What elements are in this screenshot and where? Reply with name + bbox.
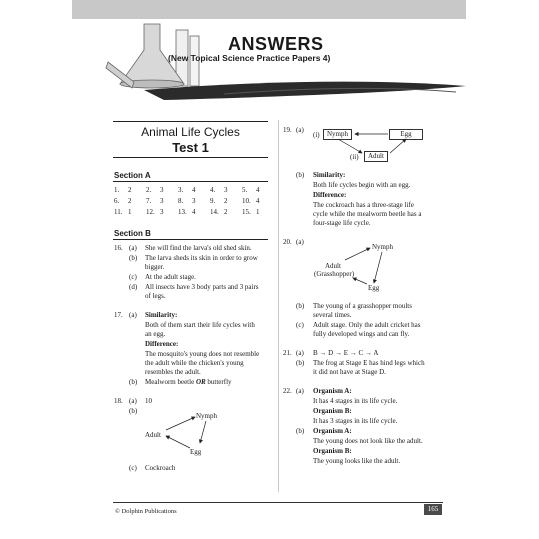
q19-b-label: (b)	[296, 171, 305, 179]
mcq-row	[114, 206, 274, 217]
q18-life-cycle-arrows	[140, 405, 220, 460]
topic-title: Animal Life Cycles	[141, 125, 240, 139]
q22-b-organism-b-heading: Organism B:	[313, 447, 352, 455]
q22-organism-b-text: It has 3 stages in its life cycle.	[313, 417, 398, 425]
q19-difference-text1: The cockroach has a three-stage life	[313, 201, 414, 209]
section-a-rule	[113, 181, 268, 182]
arrow-icon: →	[334, 349, 342, 357]
title-rule-top	[113, 121, 268, 122]
q19-i-label: (i)	[313, 131, 320, 139]
q21-a-label: (a)	[296, 349, 304, 357]
q19-number: 19.	[283, 126, 292, 134]
q20-number: 20.	[283, 238, 292, 246]
q16-d-label: (d)	[129, 283, 138, 291]
section-b-heading: Section B	[114, 229, 151, 238]
q18-b-label: (b)	[129, 407, 138, 415]
arrow-icon: →	[364, 349, 372, 357]
q22-organism-a-text: It has 4 stages in its life cycle.	[313, 397, 398, 405]
q17-similarity-text1: Both of them start their life cycles with	[145, 321, 255, 329]
q16-a-label: (a)	[129, 244, 137, 252]
q20-adult-label: Adult	[325, 262, 341, 270]
mcq-answer: 3	[224, 185, 228, 194]
mcq-question-number: 12.	[146, 207, 155, 216]
q22-b-organism-a-heading: Organism A:	[313, 427, 352, 435]
mcq-answer: 3	[192, 196, 196, 205]
mcq-question-number: 3.	[178, 185, 184, 194]
footer-rule	[113, 502, 443, 503]
q19-difference-text3: four-stage life cycle.	[313, 219, 371, 227]
mcq-question-number: 4.	[210, 185, 216, 194]
q19-difference-text2: cycle while the mealworm beetle has a	[313, 210, 422, 218]
q17-similarity-heading: Similarity:	[145, 311, 178, 319]
test-title: Test 1	[172, 140, 209, 155]
topic-heading	[113, 124, 268, 156]
q16-b-text1: The larva sheds its skin in order to grow	[145, 254, 258, 262]
mcq-answer: 4	[256, 196, 260, 205]
q19-egg-box: Egg	[389, 129, 423, 140]
q19-ii-label: (ii)	[350, 153, 359, 161]
q18-c-label: (c)	[129, 464, 137, 472]
arrow-icon: →	[319, 349, 327, 357]
section-a-heading: Section A	[114, 171, 151, 180]
q19-nymph-box: Nymph	[323, 129, 352, 140]
mcq-answer: 3	[160, 207, 164, 216]
q22-number: 22.	[283, 387, 292, 395]
mcq-answer: 3	[160, 185, 164, 194]
q22-b-organism-a-text: The young does not look like the adult.	[313, 437, 423, 445]
mcq-answer: 2	[224, 196, 228, 205]
q18-number: 18.	[114, 397, 123, 405]
q18-nymph-label: Nymph	[196, 412, 217, 420]
q22-b-organism-b-text: The young looks like the adult.	[313, 457, 401, 465]
q17-b-answer: Mealworm beetle OR butterfly	[145, 378, 232, 386]
title-rule-bottom	[113, 157, 268, 158]
q18-a-answer: 10	[145, 397, 152, 405]
q22-a-label: (a)	[296, 387, 304, 395]
q21-number: 21.	[283, 349, 292, 357]
answers-title: ANSWERS	[228, 34, 324, 54]
q17-a-label: (a)	[129, 311, 137, 319]
q18-egg-label: Egg	[190, 448, 202, 456]
q16-number: 16.	[114, 244, 123, 252]
q21-b-text1: The frog at Stage E has hind legs which	[313, 359, 425, 367]
column-divider	[278, 120, 279, 492]
q22-organism-a-heading: Organism A:	[313, 387, 352, 395]
q17-difference-text2: the adult while the chicken's young	[145, 359, 244, 367]
mcq-question-number: 13.	[178, 207, 187, 216]
mcq-question-number: 9.	[210, 196, 216, 205]
q17-difference-text3: resembles the adult.	[145, 368, 201, 376]
q21-b-text2: it did not have at Stage D.	[313, 368, 386, 376]
mcq-answer: 3	[160, 196, 164, 205]
q20-b-label: (b)	[296, 302, 305, 310]
stage-b: B	[313, 349, 318, 357]
q21-b-label: (b)	[296, 359, 305, 367]
arrow-icon: →	[349, 349, 357, 357]
q17-number: 17.	[114, 311, 123, 319]
mcq-answer: 2	[128, 185, 132, 194]
q19-similarity-text: Both life cycles begin with an egg.	[313, 181, 411, 189]
stage-c: C	[358, 349, 364, 357]
q20-a-label: (a)	[296, 238, 304, 246]
q19-a-label: (a)	[296, 126, 304, 134]
mcq-answer-grid	[114, 184, 274, 217]
mcq-answer: 4	[256, 185, 260, 194]
q19-life-cycle-arrows	[320, 125, 430, 165]
mcq-question-number: 8.	[178, 196, 184, 205]
q17-b-label: (b)	[129, 378, 138, 386]
stage-a: A	[373, 349, 379, 357]
q22-organism-b-heading: Organism B:	[313, 407, 352, 415]
q19-difference-heading: Difference:	[313, 191, 347, 199]
mcq-question-number: 7.	[146, 196, 152, 205]
mcq-answer: 4	[192, 207, 196, 216]
stage-d: D	[328, 349, 334, 357]
q16-b-text2: bigger.	[145, 263, 165, 271]
q18-a-label: (a)	[129, 397, 137, 405]
mcq-question-number: 1.	[114, 185, 120, 194]
mcq-answer: 1	[256, 207, 260, 216]
mcq-question-number: 6.	[114, 196, 120, 205]
mcq-question-number: 5.	[242, 185, 248, 194]
page-number: 165	[424, 504, 442, 515]
book-subtitle: (New Topical Science Practice Papers 4)	[168, 53, 331, 63]
q20-grasshopper-label: (Grasshopper)	[314, 270, 355, 278]
section-b-rule	[113, 239, 268, 240]
q21-sequence	[313, 349, 378, 358]
mcq-answer: 4	[192, 185, 196, 194]
q20-c-text2: fully developed wings and can fly.	[313, 330, 410, 338]
q20-b-text1: The young of a grasshopper moults	[313, 302, 412, 310]
q17-difference-heading: Difference:	[145, 340, 179, 348]
q16-c-text: At the adult stage.	[145, 273, 196, 281]
publisher-credit: © Dolphin Publications	[115, 508, 177, 515]
mcq-row	[114, 195, 274, 206]
q17-difference-text1: The mosquito's young does not resemble	[145, 350, 260, 358]
mcq-answer: 2	[128, 196, 132, 205]
q16-b-label: (b)	[129, 254, 138, 262]
q20-nymph-label: Nymph	[372, 243, 393, 251]
mcq-answer: 2	[224, 207, 228, 216]
q16-d-text2: of legs.	[145, 292, 166, 300]
mcq-question-number: 14.	[210, 207, 219, 216]
mcq-row	[114, 184, 274, 195]
q19-similarity-heading: Similarity:	[313, 171, 346, 179]
q20-b-text2: several times.	[313, 311, 352, 319]
q22-b-label: (b)	[296, 427, 305, 435]
q18-adult-label: Adult	[145, 431, 161, 439]
mcq-question-number: 2.	[146, 185, 152, 194]
mcq-question-number: 11.	[114, 207, 123, 216]
q19-adult-box: Adult	[364, 151, 388, 162]
q16-c-label: (c)	[129, 273, 137, 281]
top-grey-band	[72, 0, 466, 19]
q16-d-text1: All insects have 3 body parts and 3 pairs	[145, 283, 259, 291]
q20-c-label: (c)	[296, 321, 304, 329]
q18-c-answer: Cockroach	[145, 464, 176, 472]
q17-similarity-text2: an egg.	[145, 330, 166, 338]
mcq-answer: 1	[128, 207, 132, 216]
mcq-question-number: 10.	[242, 196, 251, 205]
q20-c-text1: Adult stage. Only the adult cricket has	[313, 321, 421, 329]
q16-a-text: She will find the larva's old shed skin.	[145, 244, 252, 252]
stage-e: E	[343, 349, 349, 357]
q20-life-cycle-arrows	[320, 240, 410, 295]
mcq-question-number: 15.	[242, 207, 251, 216]
q20-egg-label: Egg	[368, 284, 380, 292]
